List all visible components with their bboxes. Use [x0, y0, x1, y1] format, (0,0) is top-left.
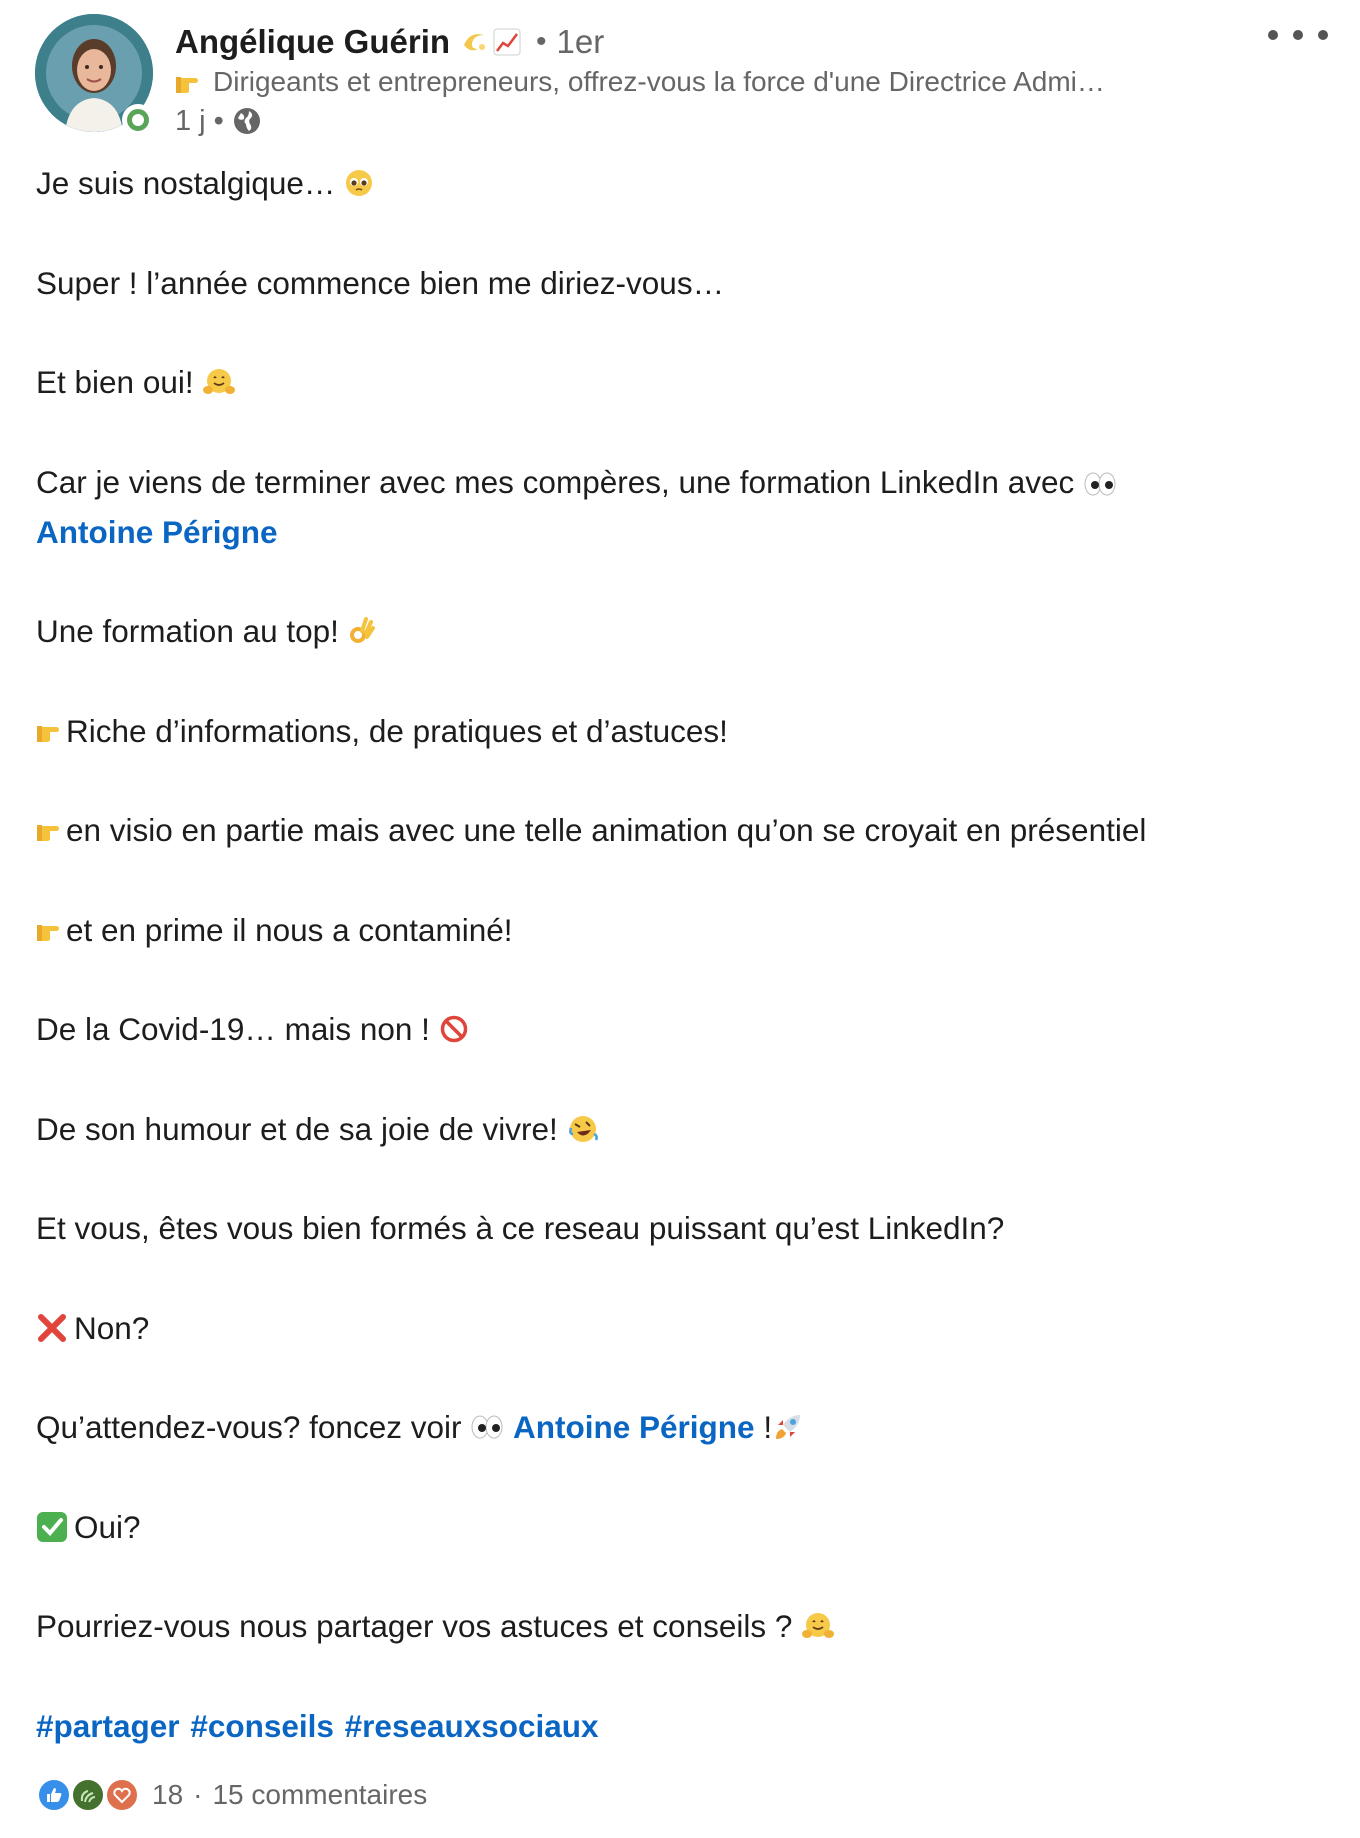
rocket-emoji-icon	[772, 1411, 804, 1443]
post-text: Qu’attendez-vous? foncez voir	[36, 1409, 462, 1445]
pleading-face-emoji-icon	[344, 168, 374, 198]
post-time[interactable]: 1 j	[175, 104, 206, 137]
post-paragraph	[36, 1004, 1326, 1054]
hugging-face-emoji-icon	[801, 1611, 835, 1641]
post-paragraph	[36, 1402, 1326, 1452]
post-paragraph	[36, 158, 1326, 208]
reaction-count[interactable]: 18	[152, 1779, 184, 1810]
post-paragraph	[36, 1701, 1326, 1751]
post-text: Une formation au top!	[36, 613, 339, 649]
globe-icon	[232, 106, 262, 136]
celebrate-icon	[70, 1777, 106, 1813]
post-paragraph	[36, 1303, 1326, 1353]
post-paragraph	[36, 457, 1326, 557]
more-options-button[interactable]	[1268, 20, 1328, 50]
author-name[interactable]: Angélique Guérin	[175, 23, 451, 60]
meta-separator: •	[213, 104, 224, 137]
pointing-hand-emoji-icon	[36, 718, 66, 744]
post-paragraph	[36, 1104, 1326, 1154]
hashtag-links[interactable]: #partager #conseils #reseauxsociaux	[36, 1707, 599, 1744]
post-text: Car je viens de terminer avec mes compères, une formation LinkedIn avec	[36, 463, 1075, 500]
post-paragraph	[36, 805, 1326, 855]
post-paragraph	[36, 905, 1326, 955]
post-text: Super ! l’année commence bien me diriez-vous…	[36, 264, 725, 301]
post-text: en visio en partie mais avec une telle animation qu’on se croyait en présentiel	[66, 812, 1147, 848]
dizzy-emoji-icon	[460, 27, 490, 57]
degree-separator: •	[536, 25, 547, 58]
mention-link[interactable]: Antoine Périgne	[36, 513, 278, 550]
rolling-laughing-emoji-icon	[567, 1114, 599, 1144]
name-emojis	[460, 27, 522, 57]
post-text: De la Covid-19… mais non !	[36, 1011, 430, 1047]
hugging-face-emoji-icon	[202, 367, 236, 397]
online-status-icon	[122, 104, 154, 136]
more-dot-icon	[1293, 30, 1303, 40]
post-text: Et bien oui!	[36, 364, 194, 400]
cross-mark-emoji-icon	[36, 1313, 68, 1343]
pointing-hand-emoji-icon	[36, 817, 66, 843]
post-text: De son humour et de sa joie de vivre!	[36, 1110, 558, 1147]
eyes-emoji-icon	[470, 1414, 504, 1440]
social-separator: ·	[193, 1779, 203, 1810]
connection-degree: 1er	[556, 23, 605, 60]
post-paragraph	[36, 1502, 1326, 1552]
ok-hand-emoji-icon	[348, 615, 376, 647]
post-text: Je suis nostalgique…	[36, 165, 336, 201]
reaction-icons[interactable]	[36, 1777, 138, 1813]
mention-link[interactable]: Antoine Périgne	[513, 1409, 755, 1445]
chart-increasing-emoji-icon	[492, 27, 522, 57]
post-text: Non?	[74, 1309, 150, 1346]
post-paragraph	[36, 706, 1326, 756]
like-icon	[36, 1777, 72, 1813]
comments-count-link[interactable]: 15 commentaires	[212, 1779, 428, 1810]
post-paragraph	[36, 258, 1326, 308]
pointing-hand-emoji-icon	[175, 69, 205, 95]
post-header	[0, 0, 1360, 160]
post-paragraph	[36, 606, 1326, 656]
post-paragraph	[36, 357, 1326, 407]
more-dot-icon	[1268, 30, 1278, 40]
social-counts	[36, 1773, 427, 1817]
post-text: et en prime il nous a contaminé!	[66, 911, 513, 948]
pointing-hand-emoji-icon	[36, 917, 66, 943]
post-text: Et vous, êtes vous bien formés à ce reseau puissant qu’est LinkedIn?	[36, 1210, 1005, 1246]
post-text: !	[763, 1409, 773, 1445]
eyes-emoji-icon	[1083, 471, 1117, 497]
post-paragraph	[36, 1203, 1326, 1253]
author-row	[175, 18, 604, 66]
post-body	[36, 158, 1326, 1800]
check-mark-button-emoji-icon	[36, 1511, 68, 1543]
post-text: Pourriez-vous nous partager vos astuces et conseils ?	[36, 1608, 793, 1644]
post-text: Riche d’informations, de pratiques et d’astuces!	[66, 712, 728, 749]
more-dot-icon	[1318, 30, 1328, 40]
love-icon	[104, 1777, 140, 1813]
prohibited-emoji-icon	[439, 1014, 469, 1044]
author-headline: Dirigeants et entrepreneurs, offrez-vous la force d'une Directrice Admi…	[175, 62, 1235, 102]
post-text: Oui?	[74, 1508, 141, 1545]
post-meta	[175, 100, 262, 142]
post-paragraph	[36, 1601, 1326, 1651]
